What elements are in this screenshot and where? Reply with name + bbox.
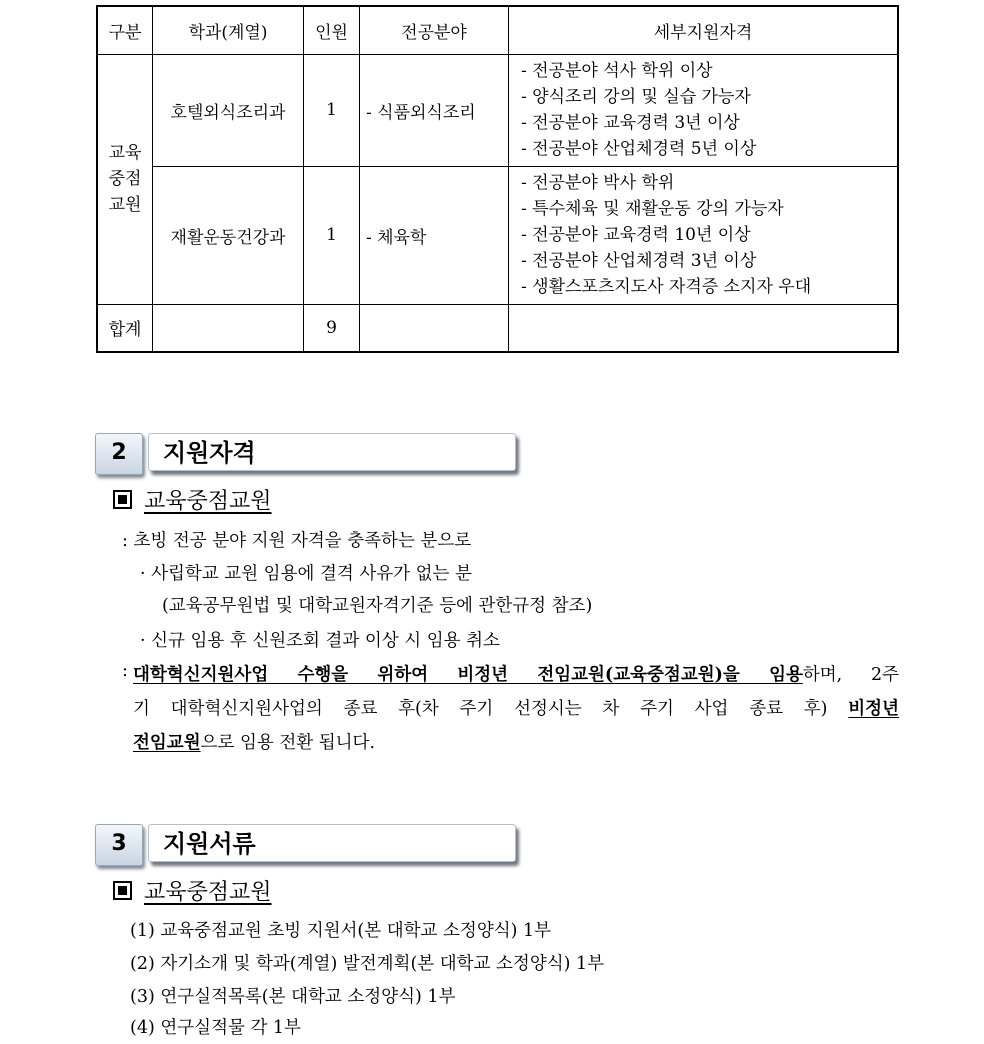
detail-line: - 전공분야 교육경력 3년 이상: [521, 113, 740, 133]
section-number-badge: 3: [95, 824, 143, 866]
details-cell: [509, 166, 899, 304]
count-cell: 1: [304, 54, 360, 166]
section-title: 지원자격: [148, 433, 516, 471]
details-cell: [509, 54, 899, 166]
subheading-text: 교육중점교원: [144, 489, 272, 514]
qualification-line: (교육공무원법 및 대학교원자격기준 등에 관한규정 참조): [162, 596, 593, 616]
notice-text: 기 대학혁신지원사업의 종료 후(차 주기 선정시는 차 주기 사업 종료 후): [133, 699, 828, 719]
empty-cell: [509, 304, 899, 352]
section-3-header: [95, 824, 525, 870]
section-title: 지원서류: [148, 824, 516, 862]
notice-colon: :: [122, 661, 128, 681]
notice-bold: 전임교원: [133, 733, 201, 753]
detail-line: - 전공분야 산업체경력 5년 이상: [521, 139, 757, 159]
detail-line: - 생활스포츠지도사 자격증 소지자 우대: [521, 277, 812, 297]
notice-line-1: [133, 661, 899, 686]
notice-bold: 대학혁신지원사업 수행을 위하여 비정년 전임교원(교육중점교원)을 임용: [133, 665, 803, 685]
qualification-line: · 신규 임용 후 신원조회 결과 이상 시 임용 취소: [140, 631, 500, 651]
empty-cell: [153, 304, 304, 352]
notice-line-3: [133, 729, 375, 754]
section-3-subheading: [113, 875, 272, 906]
category-cell: 교육 중점 교원: [97, 54, 153, 304]
header-details: 세부지원자격: [509, 6, 899, 54]
notice-line-2: [133, 695, 899, 720]
total-count: 9: [304, 304, 360, 352]
total-label: 합계: [97, 304, 153, 352]
notice-text: 으로 임용 전환 됩니다.: [200, 733, 376, 753]
subheading-text: 교육중점교원: [144, 880, 272, 905]
document-item: (2) 자기소개 및 학과(계열) 발전계획(본 대학교 소정양식) 1부: [130, 954, 605, 974]
qualification-line: : 초빙 전공 분야 지원 자격을 충족하는 분으로: [122, 531, 472, 551]
filled-square-icon: [113, 490, 132, 509]
empty-cell: [360, 304, 509, 352]
table-row: [97, 166, 898, 304]
qualification-line: · 사립학교 교원 임용에 결격 사유가 없는 분: [140, 564, 472, 584]
field-cell: - 체육학: [360, 166, 509, 304]
document-item: (4) 연구실적물 각 1부: [130, 1018, 301, 1038]
detail-line: - 특수체육 및 재활운동 강의 가능자: [521, 199, 784, 219]
section-number-badge: 2: [95, 433, 143, 475]
detail-line: - 전공분야 산업체경력 3년 이상: [521, 251, 757, 271]
header-category: 구분: [97, 6, 153, 54]
header-dept: 학과(계열): [153, 6, 304, 54]
section-2-header: [95, 433, 525, 479]
document-item: (3) 연구실적목록(본 대학교 소정양식) 1부: [130, 987, 456, 1007]
notice-text: 하며, 2주: [802, 665, 899, 685]
detail-line: - 전공분야 교육경력 10년 이상: [521, 225, 751, 245]
field-cell: - 식품외식조리: [360, 54, 509, 166]
header-count: 인원: [304, 6, 360, 54]
qualification-table: [96, 5, 899, 353]
detail-line: - 양식조리 강의 및 실습 가능자: [521, 87, 751, 107]
document-item: (1) 교육중점교원 초빙 지원서(본 대학교 소정양식) 1부: [130, 921, 552, 941]
total-row: [97, 304, 898, 352]
detail-line: - 전공분야 박사 학위: [521, 173, 675, 193]
notice-bold: 비정년: [848, 699, 899, 719]
detail-line: - 전공분야 석사 학위 이상: [521, 61, 713, 81]
table-row: [97, 54, 898, 166]
header-field: 전공분야: [360, 6, 509, 54]
count-cell: 1: [304, 166, 360, 304]
dept-cell: 재활운동건강과: [153, 166, 304, 304]
table-header-row: [97, 6, 898, 54]
filled-square-icon: [113, 881, 132, 900]
dept-cell: 호텔외식조리과: [153, 54, 304, 166]
section-2-subheading: [113, 484, 272, 515]
